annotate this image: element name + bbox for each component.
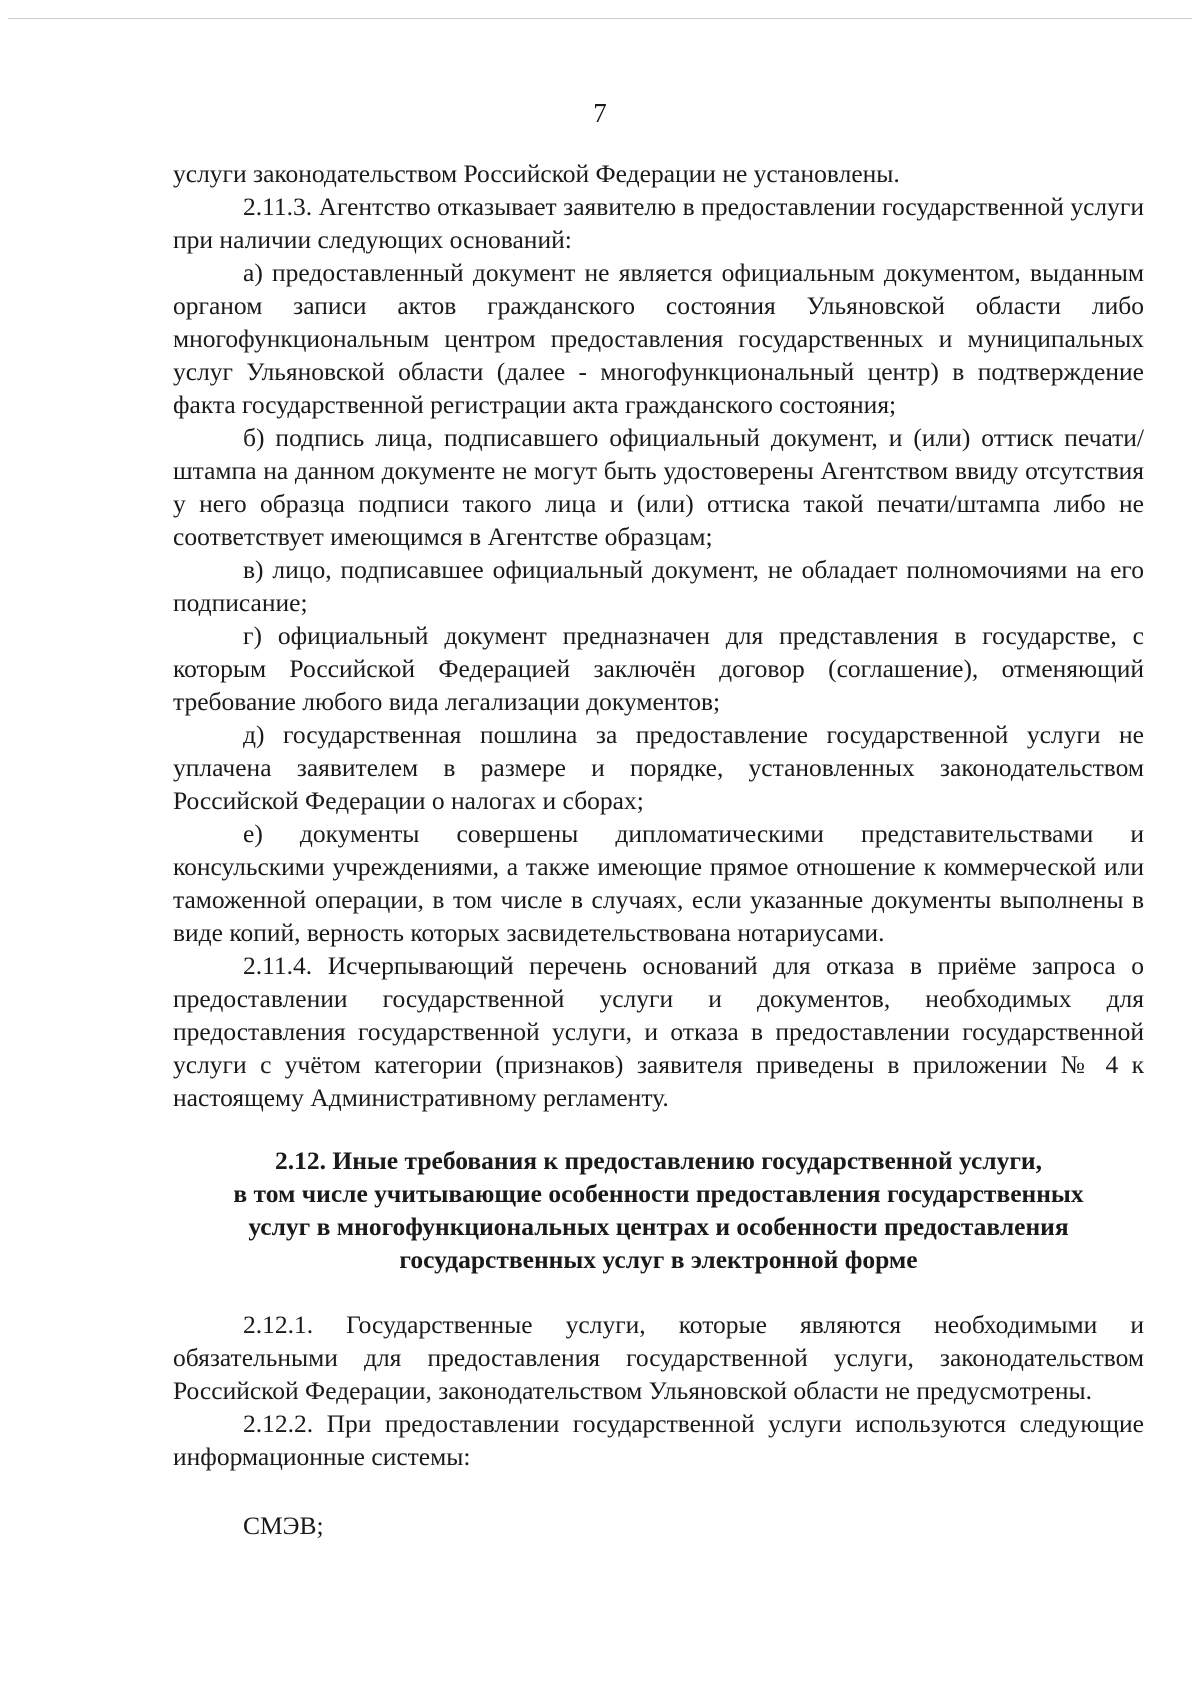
- heading-line: в том числе учитывающие особенности предоставления государственных: [233, 1179, 1084, 1208]
- paragraph-item-b: б) подпись лица, подписавшего официальный документ, и (или) оттиск печати/штампа на данном документе не могут быть удостоверены Агентством ввиду отсутствия у него образца подписи такого лица и (или) оттиска такой печати/штампа либо не соответствует имеющимся в Агентстве образцам;: [173, 423, 1144, 551]
- paragraph-2-11-3: 2.11.3. Агентство отказывает заявителю в предоставлении государственной услуги при наличии следующих оснований:: [173, 192, 1144, 254]
- paragraph-2-12-1: 2.12.1. Государственные услуги, которые являются необходимыми и обязательными для предоставления государственной услуги, законодательством Российской Федерации, законодательством Ульяновской области не предусмотрены.: [173, 1310, 1144, 1405]
- paragraph-item-a: а) предоставленный документ не является официальным документом, выданным органом записи актов гражданского состояния Ульяновской области либо многофункциональным центром предоставления государственных и муниципальных услуг Ульяновской области (далее - многофункциональный центр) в подтверждение факта государственной регистрации акта гражданского состояния;: [173, 258, 1144, 419]
- scan-edge-line: [8, 18, 1192, 19]
- document-body: [173, 157, 1144, 1542]
- heading-line: 2.12. Иные требования к предоставлению государственной услуги,: [274, 1146, 1042, 1175]
- paragraph-continuation: услуги законодательством Российской Федерации не установлены.: [173, 159, 900, 188]
- section-heading-2-12: [173, 1144, 1144, 1276]
- paragraph-item-e: е) документы совершены дипломатическими представительствами и консульскими учреждениями, а также имеющие прямое отношение к коммерческой или таможенной операции, в том числе в случаях, если указанные документы выполнены в виде копий, верность которых засвидетельствована нотариусами.: [173, 819, 1144, 947]
- paragraph-smev: СМЭВ;: [243, 1511, 324, 1540]
- paragraph-item-v: в) лицо, подписавшее официальный документ, не обладает полномочиями на его подписание;: [173, 555, 1144, 617]
- heading-line: государственных услуг в электронной форме: [399, 1245, 918, 1274]
- paragraph-item-g: г) официальный документ предназначен для представления в государстве, с которым Российской Федерацией заключён договор (соглашение), отменяющий требование любого вида легализации документов;: [173, 621, 1144, 716]
- heading-line: услуг в многофункциональных центрах и особенности предоставления: [248, 1212, 1069, 1241]
- paragraph-item-d: д) государственная пошлина за предоставление государственной услуги не уплачена заявителем в размере и порядке, установленных законодательством Российской Федерации о налогах и сборах;: [173, 720, 1144, 815]
- page-number: 7: [593, 98, 607, 128]
- paragraph-2-11-4: 2.11.4. Исчерпывающий перечень оснований для отказа в приёме запроса о предоставлении государственной услуги и документов, необходимых для предоставления государственной услуги, и отказа в предоставлении государственной услуги с учётом категории (признаков) заявителя приведены в приложении № 4 к настоящему Административному регламенту.: [173, 951, 1144, 1112]
- paragraph-2-12-2: 2.12.2. При предоставлении государственной услуги используются следующие информационные системы:: [173, 1409, 1144, 1471]
